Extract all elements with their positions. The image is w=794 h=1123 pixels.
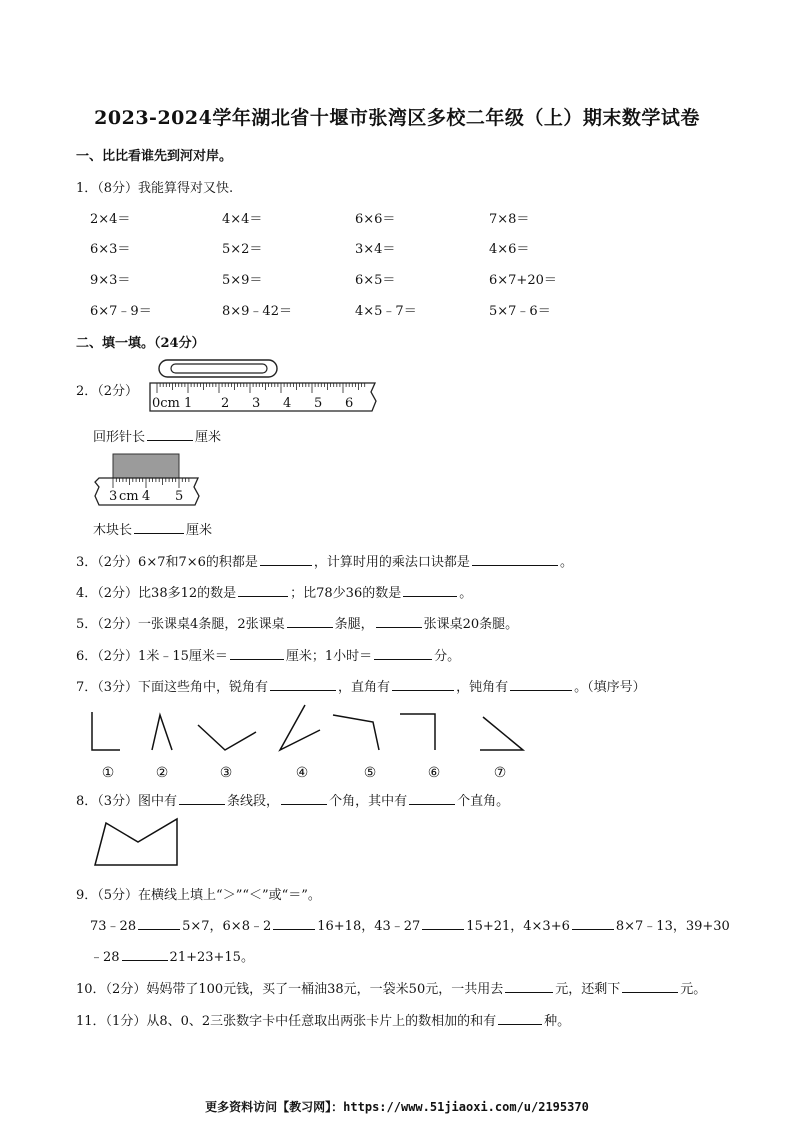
q8-text: 条线段， <box>227 794 280 809</box>
q2-paperclip-suffix: 厘米 <box>195 430 222 445</box>
wooden-block <box>113 454 179 478</box>
q4-text: 。 <box>459 586 473 601</box>
question-11 <box>76 1010 570 1029</box>
ruler-label: 5 <box>175 489 184 504</box>
q1-cell: 9×3＝ <box>90 273 131 288</box>
answer-blank[interactable] <box>122 948 168 961</box>
q5-text: 张课桌20条腿。 <box>423 617 519 632</box>
q2-number: 2．（2分） <box>76 384 139 399</box>
angle-5-obtuse <box>333 715 379 750</box>
q1-cell: 8×9﹣42＝ <box>222 304 292 319</box>
q3-text: 。 <box>559 555 573 570</box>
ruler-label: 6 <box>345 396 354 411</box>
paperclip-inner <box>171 364 267 373</box>
angle-6-right <box>400 714 435 750</box>
angle-4-acute <box>280 705 320 750</box>
answer-blank[interactable] <box>392 678 454 691</box>
answer-blank[interactable] <box>622 980 678 993</box>
footer-link[interactable]: 更多资料访问【教习网】：https://www.51jiaoxi.com/u/2195370 <box>205 1100 589 1114</box>
answer-blank[interactable] <box>179 792 225 805</box>
q9-text: ﹣28 <box>90 950 120 965</box>
q1-cell: 5×9＝ <box>222 273 263 288</box>
answer-blank[interactable] <box>147 428 193 441</box>
answer-blank[interactable] <box>238 584 288 597</box>
q8-text: 个角，其中有 <box>329 794 408 809</box>
q6-text: 分。 <box>434 649 461 664</box>
q2-block-suffix: 厘米 <box>186 523 213 538</box>
answer-blank[interactable] <box>273 917 315 930</box>
question-5 <box>76 613 518 632</box>
q9-text: 73﹣28 <box>90 919 137 934</box>
q2-paperclip-prefix: 回形针长 <box>93 430 146 445</box>
q11-text: 11．（1分）从8、0、2三张数字卡中任意取出两张卡片上的数相加的和有 <box>76 1014 497 1029</box>
angle-label: ⑤ <box>363 765 377 781</box>
q1-cell: 6×7+20＝ <box>489 273 557 288</box>
q1-cell: 6×3＝ <box>90 242 131 257</box>
answer-blank[interactable] <box>572 917 614 930</box>
question-4 <box>76 582 472 601</box>
answer-blank[interactable] <box>287 615 333 628</box>
pentagon-shape <box>95 819 177 865</box>
answer-blank[interactable] <box>138 917 180 930</box>
question-10 <box>76 978 706 997</box>
q9-text: 5×7，6×8﹣2 <box>182 919 272 934</box>
q11-text: 种。 <box>544 1014 571 1029</box>
answer-blank[interactable] <box>422 917 464 930</box>
angle-3-obtuse <box>198 725 256 750</box>
q1-cell: 5×2＝ <box>222 242 263 257</box>
q1-cell: 4×6＝ <box>489 242 530 257</box>
angle-label: ① <box>101 765 115 781</box>
answer-blank[interactable] <box>374 647 432 660</box>
q1-cell: 5×7﹣6＝ <box>489 304 551 319</box>
q7-text: ，直角有 <box>338 680 391 695</box>
ruler-label: 3 <box>109 489 118 504</box>
angles-figure <box>80 700 540 785</box>
angle-label: ⑦ <box>493 765 507 781</box>
pentagon-figure <box>90 815 185 870</box>
angle-1-right <box>92 712 120 750</box>
ruler-label: 4 <box>283 396 292 411</box>
q1-stem: 1．（8分）我能算得对又快. <box>76 181 234 196</box>
ruler-label: cm <box>119 489 139 504</box>
q9-text: 8×7﹣13，39+30 <box>615 919 730 934</box>
q6-text: 6．（2分）1米﹣15厘米＝ <box>76 649 228 664</box>
ruler-label: 3 <box>252 396 261 411</box>
q9-line-2 <box>90 946 254 965</box>
q2-paperclip-line <box>93 426 221 445</box>
q1-cell: 3×4＝ <box>355 242 396 257</box>
q8-text: 个直角。 <box>457 794 510 809</box>
angle-label: ⑥ <box>427 765 441 781</box>
answer-blank[interactable] <box>505 980 553 993</box>
q5-text: 5．（2分）一张课桌4条腿，2张课桌 <box>76 617 285 632</box>
q4-text: 4．（2分）比38多12的数是 <box>76 586 237 601</box>
angle-label: ③ <box>219 765 233 781</box>
q10-text: 10．（2分）妈妈带了100元钱，买了一桶油38元，一袋米50元，一共用去 <box>76 982 504 997</box>
q1-cell: 6×5＝ <box>355 273 396 288</box>
q5-text: 条腿， <box>334 617 374 632</box>
angle-2-acute <box>152 715 172 750</box>
answer-blank[interactable] <box>409 792 455 805</box>
question-6 <box>76 645 460 664</box>
answer-blank[interactable] <box>270 678 336 691</box>
q6-text: 厘米；1小时＝ <box>285 649 373 664</box>
answer-blank[interactable] <box>510 678 572 691</box>
angle-7-acute <box>480 717 523 750</box>
ruler-label: 4 <box>142 489 151 504</box>
ruler-with-paperclip <box>145 355 385 415</box>
q9-text: 16+18，43﹣27 <box>317 919 421 934</box>
section-2-heading: 二、填一填。（24分） <box>76 336 205 351</box>
q1-cell: 4×5﹣7＝ <box>355 304 417 319</box>
q2-block-line <box>93 519 212 538</box>
q9-line-1 <box>90 915 730 934</box>
question-3 <box>76 551 573 570</box>
q3-text: ，计算时用的乘法口诀都是 <box>313 555 470 570</box>
answer-blank[interactable] <box>498 1012 542 1025</box>
q1-cell: 7×8＝ <box>489 212 530 227</box>
q8-text: 8．（3分）图中有 <box>76 794 178 809</box>
q10-text: 元，还剩下 <box>555 982 621 997</box>
ruler-label: 0cm <box>152 396 180 411</box>
section-1-heading: 一、比比看谁先到河对岸。 <box>76 149 233 164</box>
angle-label: ② <box>155 765 169 781</box>
q1-cell: 6×6＝ <box>355 212 396 227</box>
answer-blank[interactable] <box>281 792 327 805</box>
ruler-with-wooden-block <box>90 448 205 513</box>
q10-text: 元。 <box>680 982 707 997</box>
q9-text: 21+23+15。 <box>169 950 254 965</box>
q7-text: 7．（3分）下面这些角中，锐角有 <box>76 680 269 695</box>
q1-cell: 6×7﹣9＝ <box>90 304 152 319</box>
answer-blank[interactable] <box>472 553 558 566</box>
answer-blank[interactable] <box>376 615 422 628</box>
paperclip-outer <box>159 360 277 377</box>
question-7 <box>76 676 646 695</box>
answer-blank[interactable] <box>230 647 284 660</box>
q4-text: ；比78少36的数是 <box>290 586 402 601</box>
q1-cell: 2×4＝ <box>90 212 131 227</box>
q7-text: ，钝角有 <box>456 680 509 695</box>
angle-label: ④ <box>295 765 309 781</box>
ruler-label: 1 <box>184 396 193 411</box>
ruler-label: 2 <box>221 396 230 411</box>
answer-blank[interactable] <box>403 584 457 597</box>
page-title: 2023-2024学年湖北省十堰市张湾区多校二年级（上）期末数学试卷 <box>94 107 700 129</box>
q9-text: 15+21，4×3+6 <box>466 919 570 934</box>
answer-blank[interactable] <box>134 521 184 534</box>
ruler-label: 5 <box>314 396 323 411</box>
q3-text: 3．（2分）6×7和7×6的积都是 <box>76 555 258 570</box>
q1-cell: 4×4＝ <box>222 212 263 227</box>
answer-blank[interactable] <box>260 553 312 566</box>
q2-block-prefix: 木块长 <box>93 523 133 538</box>
q7-text: 。（填序号） <box>574 680 646 695</box>
q9-stem: 9．（5分）在横线上填上“＞”“＜”或“＝”。 <box>76 888 321 903</box>
question-8 <box>76 790 509 809</box>
